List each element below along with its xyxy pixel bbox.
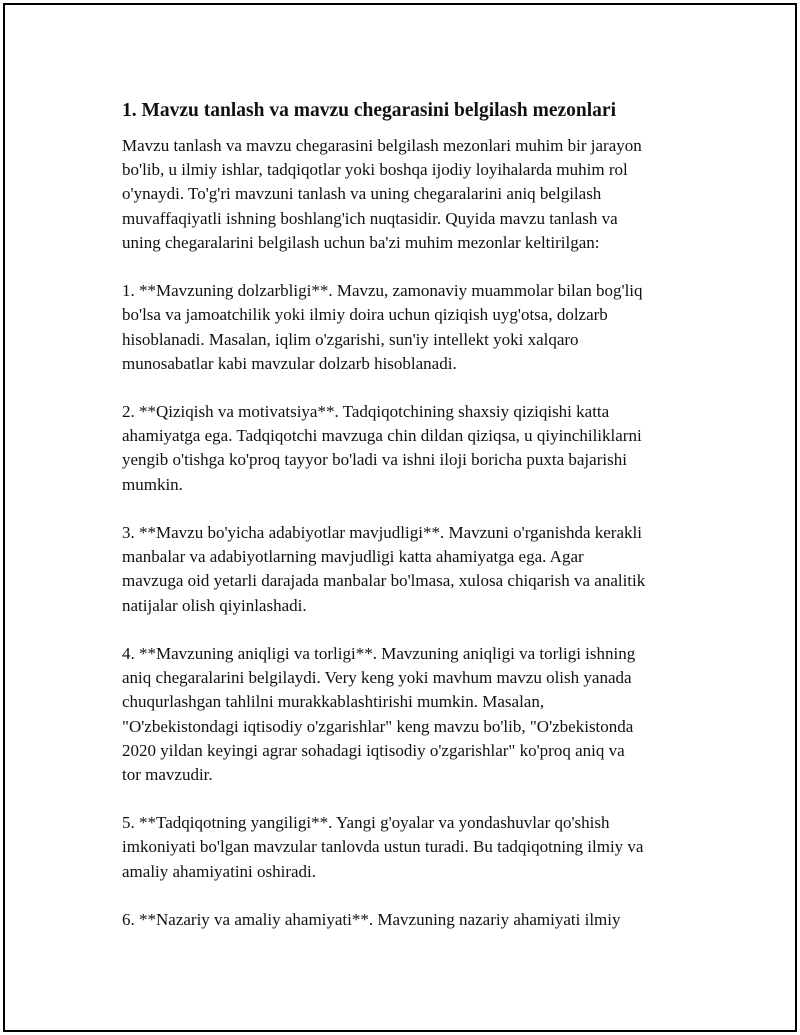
paragraph-line: imkoniyati bo'lgan mavzular tanlovda ustun turadi. Bu tadqiqotning ilmiy va [122,837,644,857]
paragraph-line: munosabatlar kabi mavzular dolzarb hisoblanadi. [122,353,457,373]
criterion-paragraph-2 [122,400,702,497]
paragraph-line: 5. **Tadqiqotning yangiligi**. Yangi g'oyalar va yondashuvlar qo'shish [122,813,610,833]
criterion-paragraph-5 [122,811,702,884]
paragraph-line: Mavzu tanlash va mavzu chegarasini belgilash mezonlari muhim bir jarayon [122,136,642,155]
paragraph-line: mavzuga oid yetarli darajada manbalar bo'lmasa, xulosa chiqarish va analitik [122,571,646,591]
document-title: 1. Mavzu tanlash va mavzu chegarasini belgilash mezonlari [122,100,616,121]
criterion-paragraph-6 [122,908,702,932]
paragraph-line: chuqurlashgan tahlilni murakkablashtirishi mumkin. Masalan, [122,692,545,712]
paragraph-line: ahamiyatga ega. Tadqiqotchi mavzuga chin dildan qiziqsa, u qiyinchiliklarni [122,426,642,446]
paragraph-line: uning chegaralarini belgilash uchun ba'zi muhim mezonlar keltirilgan: [122,232,600,252]
paragraph-line: bo'lsa va jamoatchilik yoki ilmiy doira uchun qiziqish uyg'otsa, dolzarb [122,305,608,325]
intro-paragraph [122,134,702,255]
paragraph-line: 1. **Mavzuning dolzarbligi**. Mavzu, zamonaviy muammolar bilan bog'liq [122,281,643,301]
criterion-paragraph-4 [122,642,702,787]
paragraph-line: yengib o'tishga ko'proq tayyor bo'ladi va ishni iloji boricha puxta bajarishi [122,450,627,470]
paragraph-line: 6. **Nazariy va amaliy ahamiyati**. Mavzuning nazariy ahamiyati ilmiy [122,910,621,929]
paragraph-line: 2020 yildan keyingi agrar sohadagi iqtisodiy o'zgarishlar" ko'proq aniq va [122,740,625,760]
criterion-paragraph-1 [122,279,702,376]
page-frame [3,3,797,1032]
criterion-paragraph-3 [122,521,702,618]
paragraph-line: "O'zbekistondagi iqtisodiy o'zgarishlar" keng mavzu bo'lib, "O'zbekistonda [122,716,634,736]
paragraph-line: 3. **Mavzu bo'yicha adabiyotlar mavjudligi**. Mavzuni o'rganishda kerakli [122,523,642,542]
paragraph-line: natijalar olish qiyinlashadi. [122,595,307,615]
document-body [122,98,702,932]
paragraph-line: amaliy ahamiyatini oshiradi. [122,861,317,881]
paragraph-line: mumkin. [122,474,183,494]
paragraph-line: 2. **Qiziqish va motivatsiya**. Tadqiqotchining shaxsiy qiziqishi katta [122,402,610,422]
paragraph-line: manbalar va adabiyotlarning mavjudligi katta ahamiyatga ega. Agar [122,547,584,567]
paragraph-line: muvaffaqiyatli ishning boshlang'ich nuqtasidir. Quyida mavzu tanlash va [122,208,618,228]
paragraph-line: aniq chegaralarini belgilaydi. Very keng yoki mavhum mavzu olish yanada [122,668,632,688]
paragraph-line: hisoblanadi. Masalan, iqlim o'zgarishi, sun'iy intellekt yoki xalqaro [122,329,579,349]
paragraph-line: bo'lib, u ilmiy ishlar, tadqiqotlar yoki boshqa ijodiy loyihalarda muhim rol [122,160,628,180]
paragraph-line: 4. **Mavzuning aniqligi va torligi**. Mavzuning aniqligi va torligi ishning [122,643,636,663]
paragraph-line: tor mavzudir. [122,764,213,784]
paragraph-line: o'ynaydi. To'g'ri mavzuni tanlash va uning chegaralarini aniq belgilash [122,184,602,204]
